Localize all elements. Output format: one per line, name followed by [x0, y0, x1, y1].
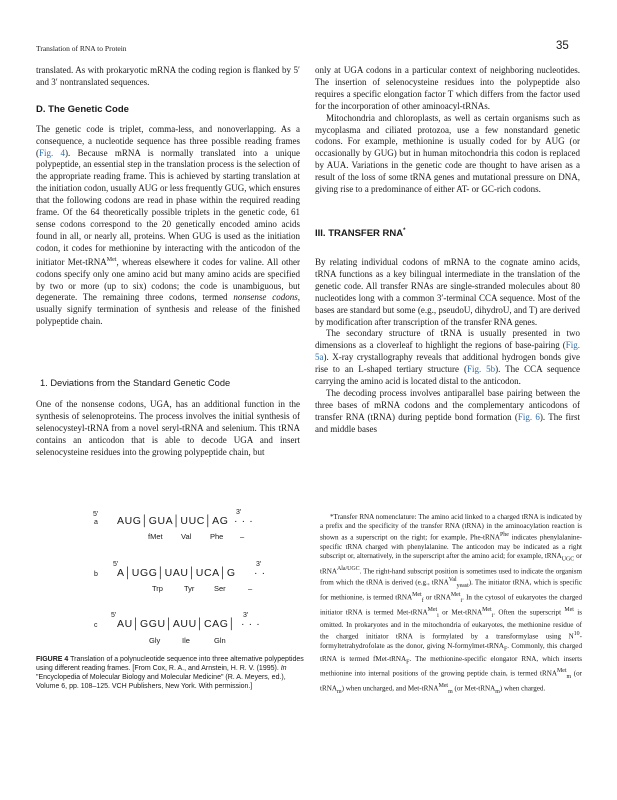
sequence-tail: · ·: [254, 567, 266, 579]
section-heading-transfer-rna: III. TRANSFER RNA*: [315, 227, 406, 240]
amino-acid-label: Ile: [182, 636, 190, 645]
three-prime-label: 3′: [236, 509, 242, 516]
column-right: [315, 65, 580, 436]
decoding-paragraph: The decoding process involves antiparallel base pairing between the three bases of mRNA codons and the complementary anticodons of transfer RNA (tRNA) during peptide bond formation (Fig. 6). The first and middle bases: [315, 388, 580, 434]
row-letter: c: [94, 622, 98, 629]
amino-acid-label: –: [248, 584, 253, 593]
nomenclature-footnote: *Transfer RNA nomenclature: The amino acid linked to a charged tRNA is indicated by a prefix and the specificity of the transfer RNA (tRNA) in the aminoacylation reaction is shown as a superscript on the right; for example, Phe-tRNA$^{Phe}$ indicates phenylalanine-specific tRNA charged with phenylalanine. The anticodon may be indicated as a right subscript or, alternatively, in the superscript after the amino acid; for example, tRNA$_{UGC}$ or tRNA$^{Ala/UGC}$. The right-hand subscript position is sometimes used to indicate the organism from which the tRNA is derived (e.g., tRNA$^{Val}_{yeast}$). The initiator tRNA, which is specific for methionine, is termed tRNA$^{Met}_f$ or tRNA$^{Met}_i$. In the cytosol of eukaryotes the charged initiator tRNA is termed Met-tRNA$^{Met}_i$ or Met-tRNA$^{Met}_i$. Often the superscript $^{Met}$ is omitted. In prokaryotes and in the mitochondria of eukaryotes, the methionine residue of the charged initiator tRNA is formylated by a transformylase using $N^{10}$-formyltetrahydrofolate as the donor, giving N-formylmet-tRNA$_F$. Commonly, this charged tRNA is termed fMet-tRNA$_F$. The methionine-specific elongator RNA, which inserts methionine into internal positions of the growing peptide chain, is termed tRNA$^{Met}_m$ (or tRNA$_m$) when uncharged, and Met-tRNA$^{Met}_m$ (or Met-tRNA$_m$) when charged.: [320, 513, 583, 695]
fig5a-link[interactable]: Fig. 5a: [315, 340, 580, 363]
column-left: [36, 65, 300, 459]
sequence-a: AUG│GUA│UUC│AG: [117, 515, 229, 527]
amino-acid-label: Phe: [210, 532, 224, 541]
trna-structure-paragraph: The secondary structure of tRNA is usually presented in two dimensions as a cloverleaf to highlight the regions of base-pairing (Fig. 5a). X-ray crystallography reveals that additional hydrogen bonds give rise to an L-shaped tertiary structure (Fig. 5b). The CCA sequence carrying the amino acid is located distal to the anticodon.: [315, 328, 580, 387]
figure-4: [36, 505, 304, 645]
row-letter: b: [94, 571, 98, 578]
sequence-tail: · · ·: [234, 515, 254, 527]
section-heading-genetic-code: D. The Genetic Code: [36, 103, 129, 115]
sequence-c: AU│GGU│AUU│CAG│: [117, 618, 236, 630]
amino-acid-label: –: [240, 532, 245, 541]
intro-paragraph: translated. As with prokaryotic mRNA the coding region is flanked by 5′ and 3′ nontranslated sequences.: [36, 65, 300, 87]
selenocysteine-paragraph: only at UGA codons in a particular context of neighboring nucleotides. The insertion of selenocysteine residues into the polypeptide also requires a specific elongation factor T which differs from the factor used for the incorporation of other aminoacyl-tRNAs.: [315, 65, 580, 111]
amino-acid-label: Ser: [214, 584, 226, 593]
figure-4-caption: FIGURE 4 Translation of a polynucleotide sequence into three alternative polypeptides using different reading frames. [From Cox, R. A., and Arnstein, H. R. V. (1995). In "Encyclopedia of Molecular Biology and Molecular Medicine" (R. A. Meyers, ed.), Volume 6, pp. 108–125. VCH Publishers, New York. With permission.]: [36, 656, 304, 691]
amino-acid-label: Trp: [152, 584, 163, 593]
amino-acid-label: Gly: [149, 636, 161, 645]
three-prime-label: 3′: [243, 612, 249, 619]
sequence-tail: · · ·: [241, 618, 261, 630]
sequence-b: A│UGG│UAU│UCA│G: [117, 567, 236, 579]
fig6-link[interactable]: Fig. 6: [517, 411, 540, 422]
fig4-link[interactable]: Fig. 4: [39, 147, 66, 158]
amino-acid-label: fMet: [148, 532, 163, 541]
five-prime-label: 5′: [111, 612, 117, 619]
five-prime-label: 5′: [113, 561, 119, 568]
amino-acid-label: Val: [181, 532, 192, 541]
deviations-paragraph: One of the nonsense codons, UGA, has an additional function in the synthesis of selenoproteins. The process involves the initial synthesis of selenocysteyl-tRNA from a novel seryl-tRNA and selenium. This tRNA contains an anticodon that is able to decode UGA and insert selenocysteine residues into the growing polypeptide chain, but: [36, 399, 300, 457]
five-prime-label: 5′: [93, 511, 99, 518]
trna-intro-paragraph: By relating individual codons of mRNA to the cognate amino acids, tRNA functions as a key bilingual intermediate in the translation of the genetic code. All transfer RNAs are single-stranded molecules about 80 nucleotides long with a common 3′-terminal CCA sequence. Most of the bases are standard but some (e.g., pseudoU, dihydroU, and T) are derived by modification after transcription of the transfer RNA genes.: [315, 257, 580, 327]
three-prime-label: 3′: [256, 561, 262, 568]
page-number: 35: [556, 40, 569, 52]
running-title: Translation of RNA to Protein: [36, 44, 127, 53]
mitochondria-paragraph: Mitochondria and chloroplasts, as well as certain organisms such as mycoplasma and ciliated protozoa, use a few nonstandard genetic codons. For example, methionine is usually coded for by AUG (or occasionally by GUG) but in human mitochondria this codon is replaced by AUA. Variations in the genetic code are thought to have arisen as a result of the loss of some tRNA genes and mutational pressure on DNA, giving rise to a predominance of either AT- or GC-rich codons.: [315, 112, 580, 195]
subsection-heading-deviations: 1. Deviations from the Standard Genetic Code: [40, 378, 231, 389]
amino-acid-label: Tyr: [184, 584, 195, 593]
fig5b-link[interactable]: Fig. 5b: [466, 364, 496, 375]
row-letter: a: [94, 519, 98, 526]
genetic-code-paragraph: The genetic code is triplet, comma-less, and nonoverlapping. As a consequence, a nucleotide sequence has three possible reading frames (Fig. 4). Because mRNA is normally translated into a unique polypeptide, an essential step in the translation process is the selection of the appropriate reading frame. This is achieved by starting translation at the initiation codon, usually AUG or less frequently GUG, which ensures that the following codons are read in phase within the required reading frame. Of the 64 theoretically possible triplets in the genetic code, 61 sense codons correspond to the 20 genetically encoded amino acids found in all, or nearly all, proteins. When GUG is used as the initiation codon, it codes for methionine by interacting with the anticodon of the initiator Met-tRNA$^{Met}$, whereas elsewhere it codes for valine. All other codons specify only one amino acid but many amino acids are specified by two or more (up to six) codons; the code is unambiguous, but degenerate. The remaining three codons, termed nonsense codons, usually signify termination of synthesis and release of the finished polypeptide chain.: [36, 123, 300, 327]
amino-acid-label: Gln: [214, 636, 226, 645]
